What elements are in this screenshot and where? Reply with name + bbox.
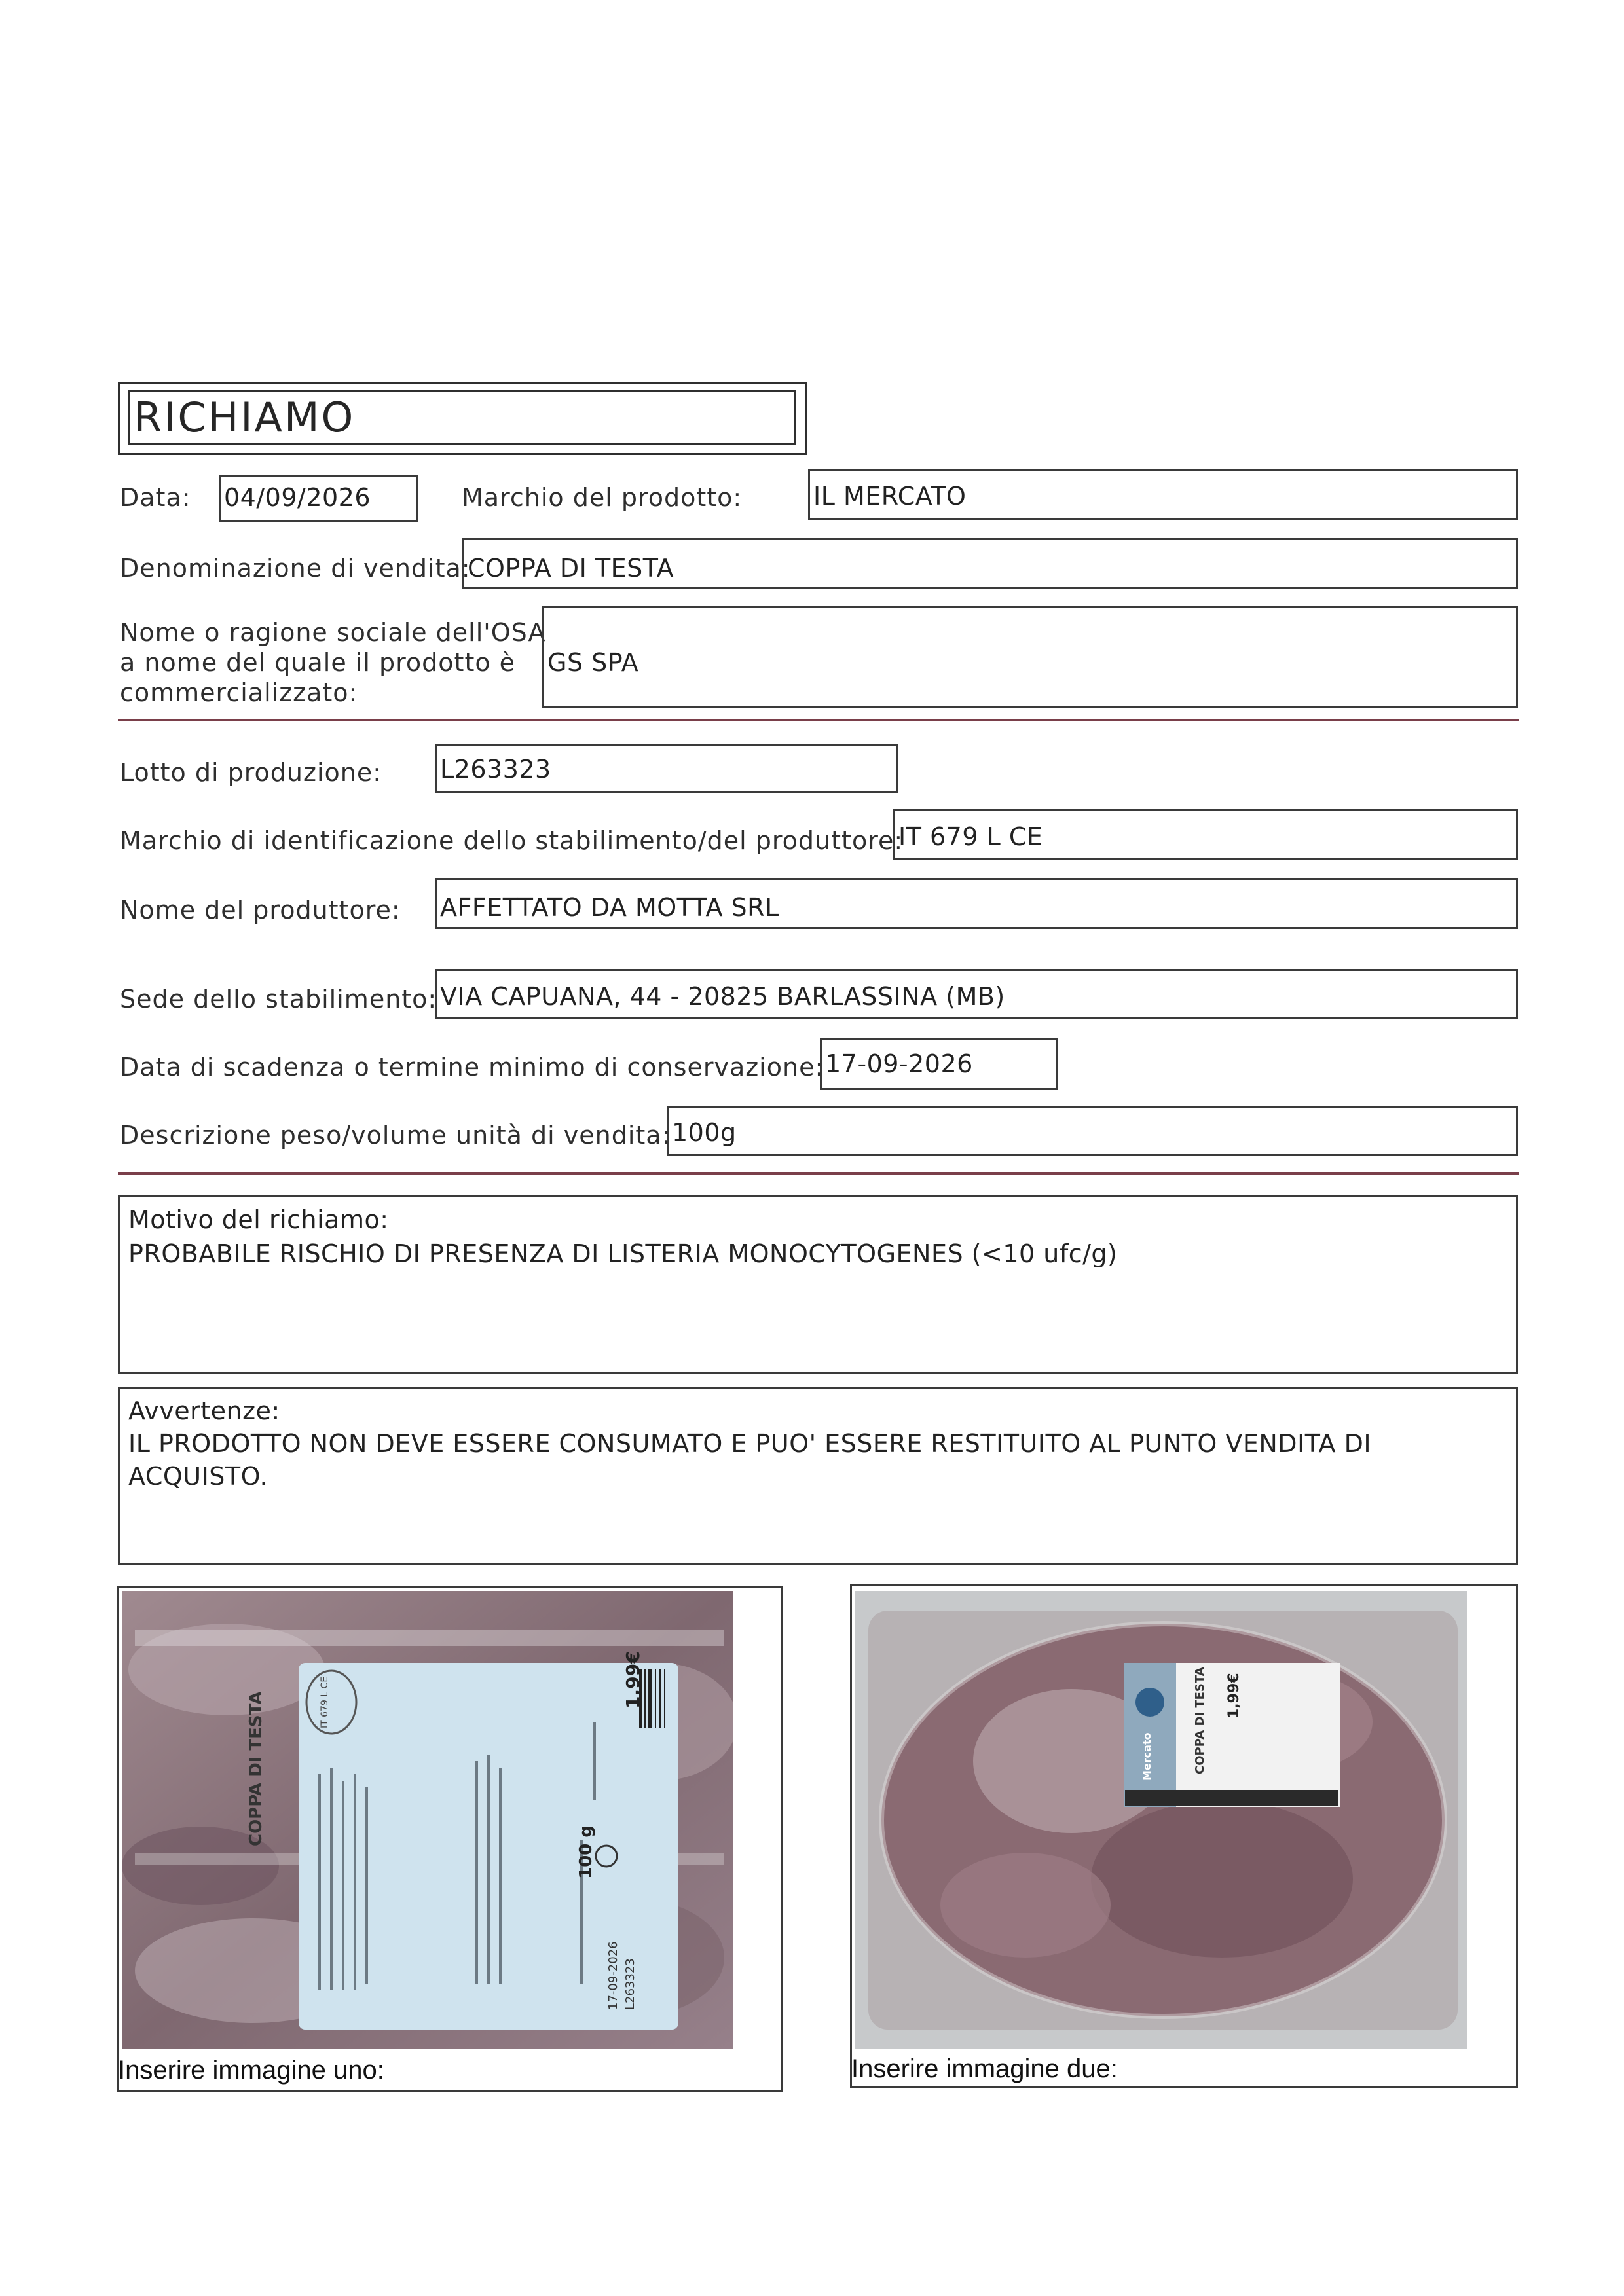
reason-text: PROBABILE RISCHIO DI PRESENZA DI LISTERIA MONOCYTOGENES (<10 ufc/g)	[128, 1239, 1118, 1268]
site-label: Sede dello stabilimento:	[120, 985, 437, 1013]
page-title: RICHIAMO	[134, 393, 356, 441]
expiry-label: Data di scadenza o termine minimo di conservazione:	[120, 1053, 824, 1082]
title-frame	[118, 382, 807, 455]
reason-heading: Motivo del richiamo:	[128, 1205, 389, 1234]
lot-value: L263323	[440, 755, 551, 784]
label-date-one: 17-09-2026	[606, 1941, 620, 2010]
brand-label: Marchio del prodotto:	[462, 483, 743, 512]
label-oval-one: IT 679 L CE	[320, 1676, 330, 1728]
weight-value: 100g	[672, 1118, 737, 1147]
label-price-one: 1,99€	[622, 1650, 644, 1709]
denomination-label: Denominazione di vendita:	[120, 554, 471, 583]
expiry-value: 17-09-2026	[825, 1049, 973, 1078]
date-value: 04/09/2026	[224, 483, 371, 512]
warnings-box	[118, 1387, 1518, 1565]
section-divider-2	[118, 1172, 1519, 1175]
osa-label-line3: commercializzato:	[120, 678, 358, 707]
image-caption-one: Inserire immagine uno:	[118, 2056, 384, 2085]
warnings-heading: Avvertenze:	[128, 1396, 280, 1425]
title-inner-frame	[128, 390, 796, 445]
lot-label: Lotto di produzione:	[120, 758, 382, 787]
producer-label: Nome del produttore:	[120, 896, 401, 924]
id-mark-label: Marchio di identificazione dello stabilimento/del produttore:	[120, 826, 904, 855]
osa-box	[542, 606, 1518, 708]
site-value: VIA CAPUANA, 44 - 20825 BARLASSINA (MB)	[440, 982, 1005, 1011]
warnings-text-line2: ACQUISTO.	[128, 1462, 268, 1491]
image-caption-two: Inserire immagine due:	[851, 2054, 1118, 2083]
label-brand-two: Mercato	[1141, 1732, 1153, 1781]
id-mark-value: IT 679 L CE	[898, 822, 1043, 851]
product-photo-two	[855, 1591, 1467, 2049]
warnings-text-line1: IL PRODOTTO NON DEVE ESSERE CONSUMATO E PUO' ESSERE RESTITUITO AL PUNTO VENDITA DI	[128, 1429, 1372, 1458]
label-price-two: 1,99€	[1226, 1673, 1242, 1719]
date-label: Data:	[120, 483, 191, 512]
osa-label-line2: a nome del quale il prodotto è	[120, 648, 516, 677]
weight-box	[667, 1106, 1518, 1156]
weight-label: Descrizione peso/volume unità di vendita:	[120, 1121, 671, 1150]
denomination-value: COPPA DI TESTA	[468, 554, 674, 583]
label-product-name-one: COPPA DI TESTA	[246, 1691, 266, 1846]
section-divider-1	[118, 719, 1519, 721]
osa-label-line1: Nome o ragione sociale dell'OSA	[120, 618, 546, 647]
label-product-name-two: COPPA DI TESTA	[1193, 1667, 1207, 1774]
osa-value: GS SPA	[547, 648, 639, 677]
label-weight-one: 100 g	[576, 1825, 596, 1879]
producer-value: AFFETTATO DA MOTTA SRL	[440, 893, 779, 922]
brand-value: IL MERCATO	[813, 482, 967, 511]
label-lot-one: L263323	[623, 1958, 637, 2010]
product-photo-one	[122, 1591, 733, 2049]
